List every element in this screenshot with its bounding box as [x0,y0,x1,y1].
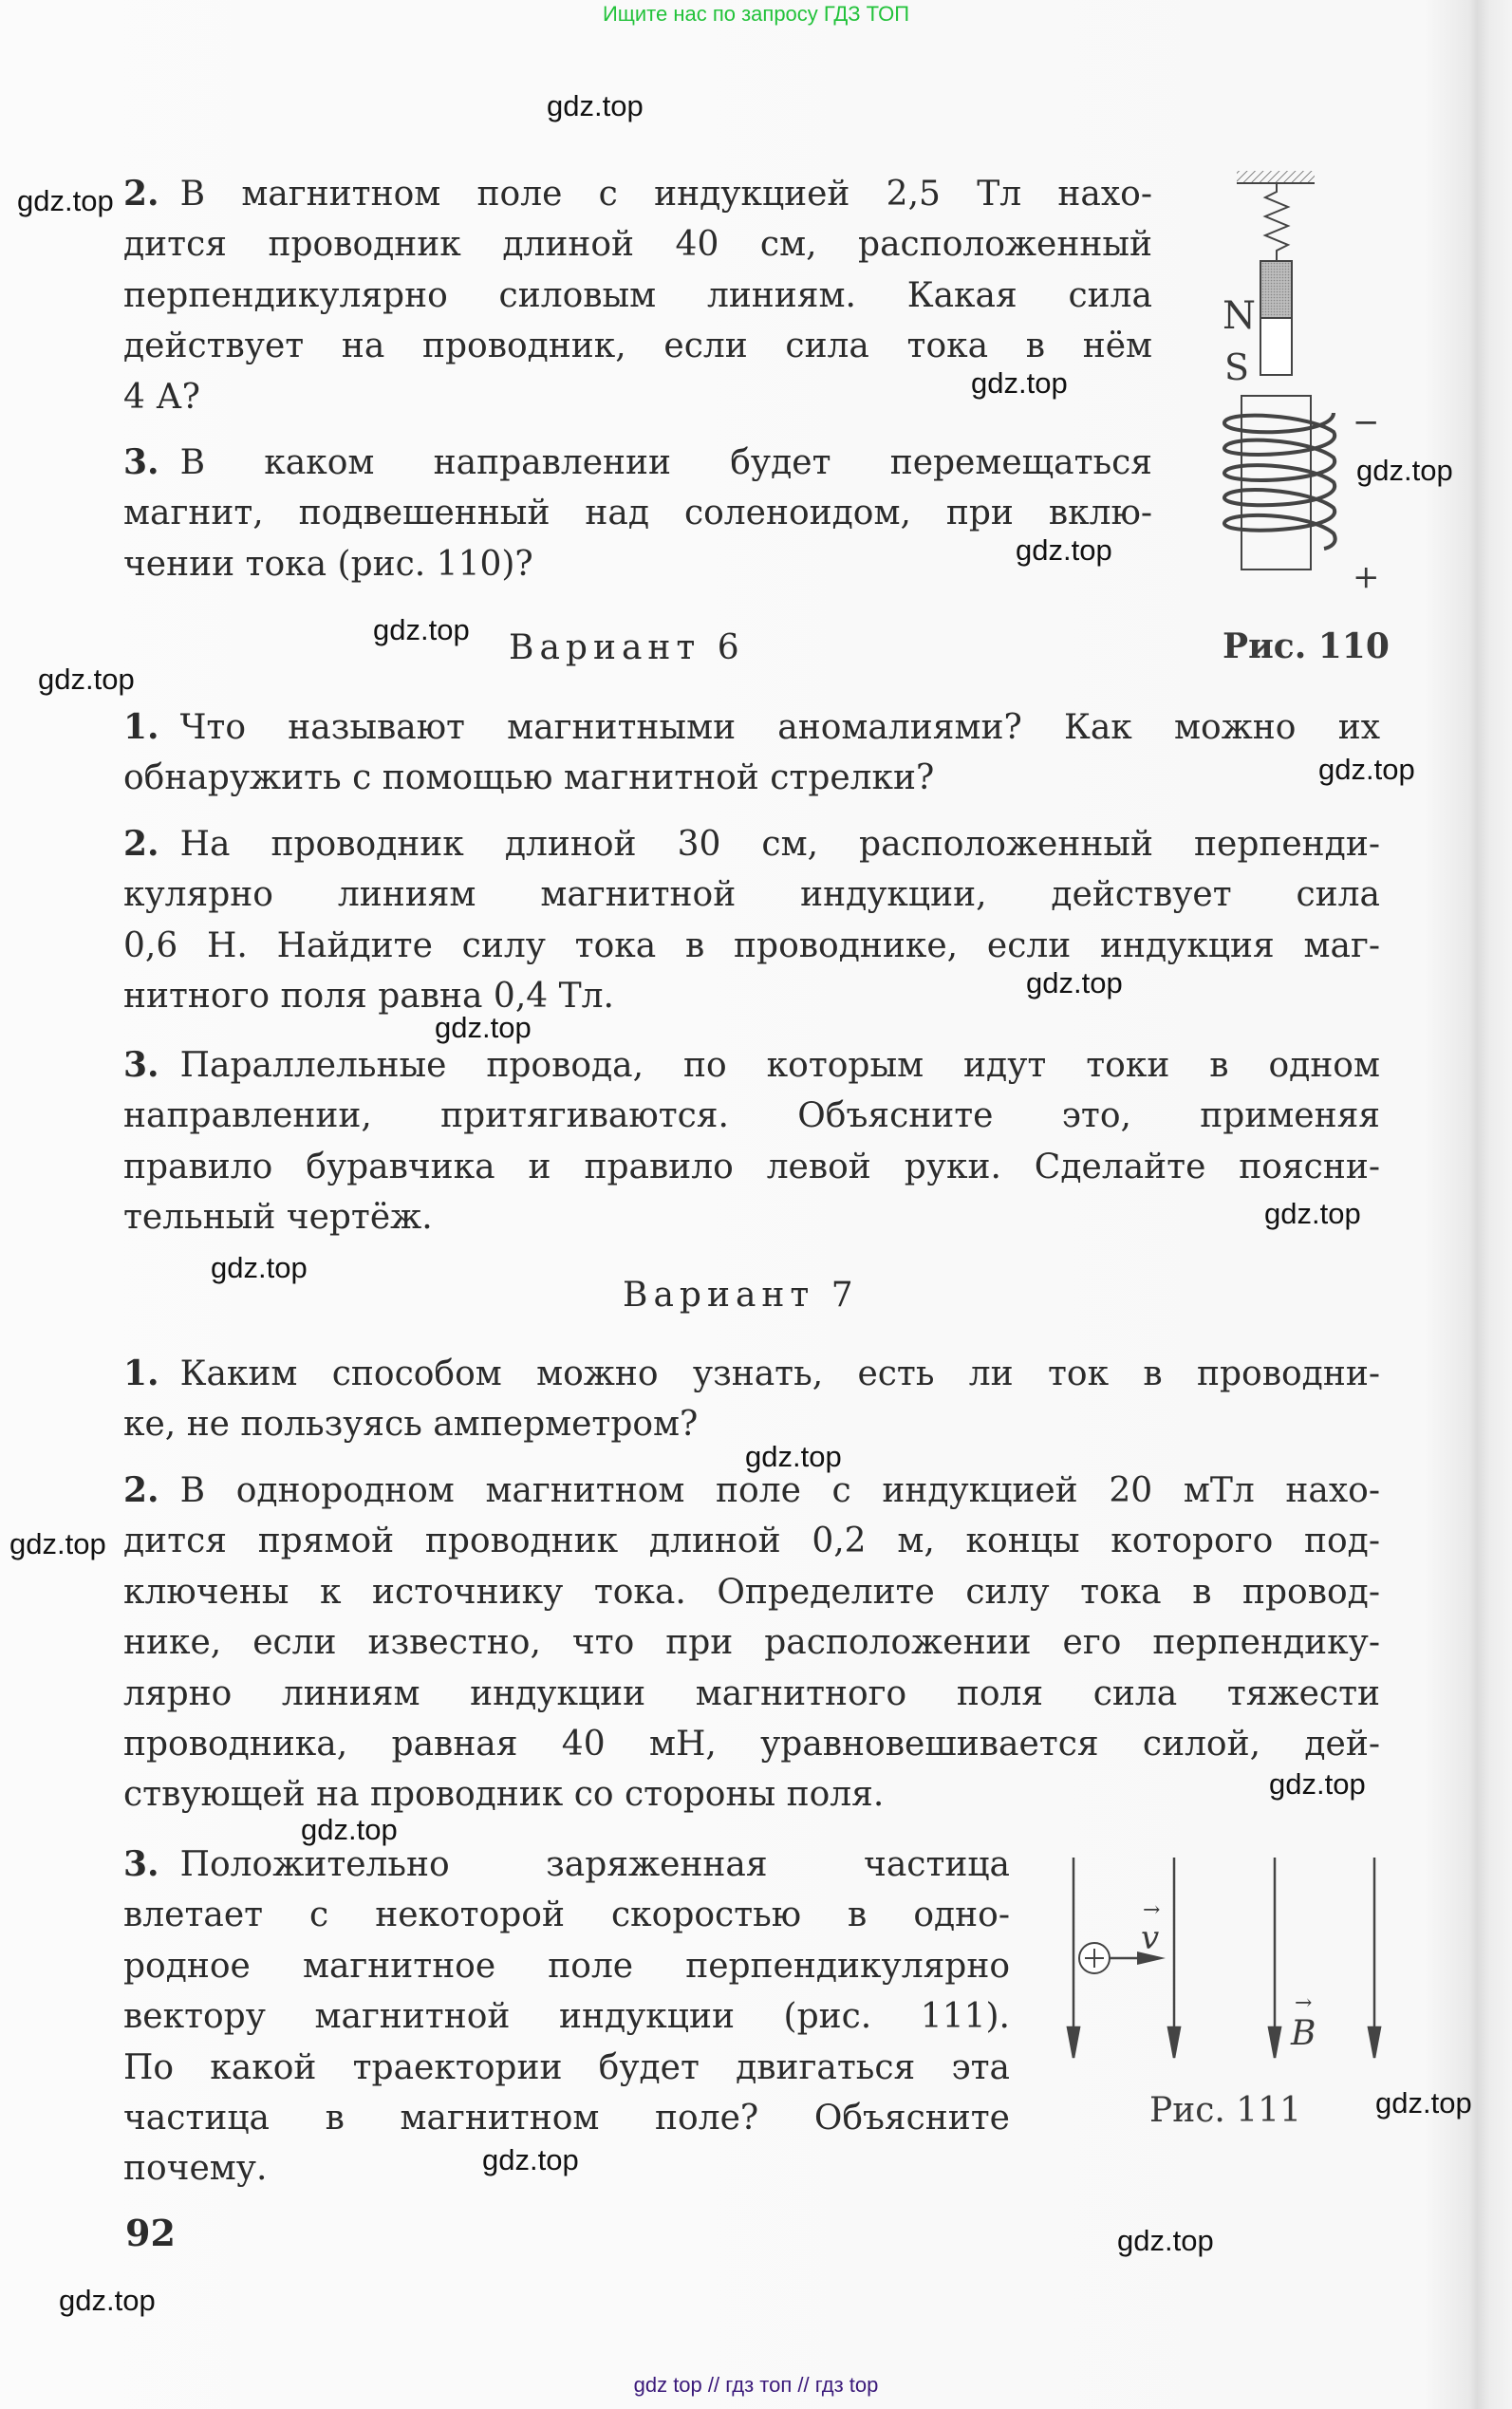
text-line [123,271,1152,321]
text-line [123,321,1152,371]
watermark: gdz.top [482,2143,579,2176]
text-line [123,1890,1010,1940]
watermark: gdz.top [211,1251,308,1284]
text-line [123,539,1152,589]
watermark: gdz.top [1264,1197,1361,1230]
text-line [123,921,1380,971]
text-line [123,1040,1380,1091]
watermark: gdz.top [301,1813,398,1846]
line-text: Что называют магнитными аномалиями? Как можно их [179,708,1380,747]
watermark: gdz.top [1318,753,1415,786]
watermark: gdz.top [1375,2086,1472,2120]
north-pole-label: N [1223,294,1256,338]
line-text: обнаружить с помощью магнитной стрелки? [123,758,935,798]
problem-v6-1 [123,702,1380,804]
line-text: Параллельные провода, по которым идут токи в одном [179,1046,1380,1085]
line-text: 0,6 Н. Найдите силу тока в проводнике, если индукция маг- [123,925,1380,965]
watermark: gdz.top [1117,2224,1214,2257]
line-text: действует на проводник, если сила тока в нём [123,327,1152,366]
watermark: gdz.top [745,1440,842,1473]
line-text: ствующей на проводник со стороны поля. [123,1775,885,1815]
watermark: gdz.top [1356,454,1453,487]
figure-111-magnetic-field [0,0,1,1]
text-line [123,869,1380,920]
line-text: родное магнитное поле перпендикулярно [123,1946,1010,1986]
problem-v6-2 [123,819,1380,1022]
variant-7-title: Вариант 7 [623,1276,859,1315]
line-text: вектору магнитной индукции (рис. 111). [123,1997,1010,2037]
watermark: gdz.top [59,2284,156,2317]
line-text: магнит, подвешенный над соленоидом, при вклю- [123,494,1152,533]
problem-v7-2 [123,1466,1380,1821]
line-text: В однородном магнитном поле с индукцией 20 мТл нахо- [179,1471,1380,1510]
line-text: почему. [123,2149,268,2189]
problem-number: 1. [123,707,159,747]
figure-110-caption: Рис. 110 [1223,626,1390,666]
line-text: кулярно линиям магнитной индукции, действует сила [123,875,1380,915]
text-line [123,1941,1010,1991]
problem-number: 2. [123,824,159,864]
watermark: gdz.top [1026,966,1123,999]
line-text: нитного поля равна 0,4 Тл. [123,977,614,1017]
watermark: gdz.top [971,366,1068,400]
watermark: gdz.top [435,1011,532,1044]
problem-number: 1. [123,1354,159,1393]
magnet-icon [1260,261,1292,375]
text-line [123,1192,1380,1242]
line-text: нике, если известно, что при расположении его перпендику- [123,1623,1380,1663]
line-text: частица в магнитном поле? Объясните [123,2098,1010,2138]
problem-number: 3. [123,442,159,482]
line-text: тельный чертёж. [123,1198,433,1238]
line-text: В магнитном поле с индукцией 2,5 Тл нахо- [179,175,1152,214]
text-line [123,1516,1380,1566]
line-text: В каком направлении будет перемещаться [179,443,1152,482]
text-line [123,1719,1380,1769]
positive-charge-icon [1079,1943,1110,1973]
watermark: gdz.top [1269,1767,1366,1801]
problem-number: 3. [123,1045,159,1085]
line-text: ключены к источнику тока. Определите силу тока в провод- [123,1572,1380,1612]
text-line [123,1839,1010,1890]
watermark: gdz.top [547,89,644,122]
line-text: лярно линиям индукции магнитного поля сила тяжести [123,1673,1380,1713]
line-text: проводника, равная 40 мН, уравновешивается силой, дей- [123,1724,1380,1764]
text-line [123,1567,1380,1617]
line-text: Каким способом можно узнать, есть ли ток в проводни- [179,1354,1380,1393]
variant-6-title: Вариант 6 [509,628,745,667]
text-line [123,2093,1010,2143]
watermark: gdz.top [9,1527,106,1560]
watermark: gdz.top [38,663,135,696]
line-text: По какой траектории будет двигаться эта [123,2047,1010,2087]
line-text: На проводник длиной 30 см, расположенный перпенди- [179,825,1380,864]
spring-icon [1265,183,1288,261]
line-text: правило буравчика и правило левой руки. Сделайте поясни- [123,1147,1380,1186]
solenoid-icon [1224,396,1335,570]
footer-banner: gdz top // гдз топ // гдз top [633,2373,879,2397]
text-line [123,1142,1380,1192]
text-line [123,971,1380,1021]
south-pole-label: S [1224,346,1250,388]
text-line [123,438,1152,488]
line-text: дится проводник длиной 40 см, расположенный [123,225,1152,265]
field-label: → B [1291,1991,1316,2053]
line-text: ке, не пользуясь амперметром? [123,1405,699,1445]
text-line [123,702,1380,753]
problem-number: 2. [123,174,159,214]
problem-number: 2. [123,1470,159,1510]
text-line [123,753,1380,803]
problem-v7-3 [123,1839,1010,2194]
line-text: Положительно заряженная частица [179,1845,1010,1884]
text-line [123,488,1152,538]
text-line [123,1349,1380,1399]
text-line [123,169,1152,219]
problem-v5-3 [123,438,1152,589]
line-text: чении тока (рис. 110)? [123,544,533,584]
watermark: gdz.top [373,613,470,646]
search-banner: Ищите нас по запросу ГДЗ ТОП [602,2,910,26]
text-line [123,219,1152,270]
velocity-label: → v [1141,1898,1161,1957]
watermark: gdz.top [1016,533,1112,567]
line-text: направлении, притягиваются. Объясните это, применяя [123,1096,1380,1136]
problem-v7-1 [123,1349,1380,1450]
figure-111-caption: Рис. 111 [1149,2091,1301,2130]
page-number: 92 [125,2212,176,2254]
ceiling-icon [1237,171,1315,183]
line-text: перпендикулярно силовым линиям. Какая сила [123,275,1152,315]
text-line [123,2043,1010,2093]
minus-terminal-label: − [1353,403,1380,441]
text-line [123,819,1380,869]
text-line [123,1617,1380,1668]
plus-terminal-label: + [1353,558,1380,596]
text-line [123,1991,1010,2042]
line-text: влетает с некоторой скоростью в одно- [123,1895,1010,1935]
line-text: дится прямой проводник длиной 0,2 м, концы которого под- [123,1522,1380,1561]
problem-v6-3 [123,1040,1380,1243]
watermark: gdz.top [17,184,114,217]
text-line [123,1091,1380,1141]
problem-number: 3. [123,1844,159,1884]
text-line [123,1669,1380,1719]
line-text: 4 А? [123,377,200,417]
